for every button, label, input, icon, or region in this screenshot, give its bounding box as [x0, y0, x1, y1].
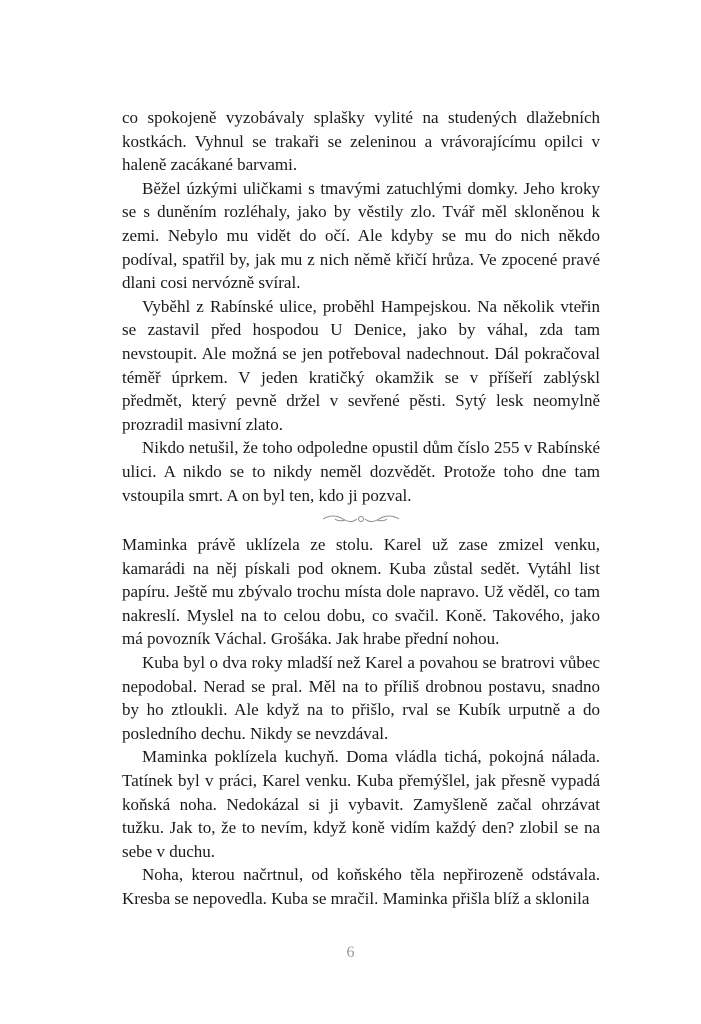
paragraph: co spokojeně vyzobávaly splašky vylité na studených dlažebních kostkách. Vyhnul se trakaři se zeleninou a vrávorajícímu opilci v haleně zacákané barvami. [122, 108, 600, 175]
page-number: 6 [346, 944, 355, 961]
section-divider [122, 511, 600, 527]
paragraph: Běžel úzkými uličkami s tmavými zatuchlými domky. Jeho kroky se s duněním rozléhaly, jako by věstily zlo. Tvář měl skloněnou k zemi. Nebylo mu vidět do očí. Ale kdyby se mu do nich někdo podíval, spatřil by, jak mu z nich němě křičí hrůza. Ve zpocené pravé dlani cosi nervózně svíral. [122, 178, 600, 293]
paragraph: Vyběhl z Rabínské ulice, proběhl Hampejskou. Na několik vteřin se zastavil před hospodou U Denice, jako by váhal, zda tam nevstoupit. Ale možná se jen potřeboval nadechnout. Dál pokračoval téměř úprkem. V jeden kratičký okamžik se v příšeří zablýskl předmět, který pevně držel v sevřené pěsti. Sytý lesk neomylně prozradil masivní zlato. [122, 296, 600, 434]
paragraph: Maminka právě uklízela ze stolu. Karel už zase zmizel venku, kamarádi na něj pískali pod oknem. Kuba zůstal sedět. Vytáhl list papíru. Ještě mu zbývalo trochu místa dole napravo. Už věděl, co tam nakreslí. Myslel na to celou dobu, co svačil. Koně. Takového, jako má povozník Váchal. Grošáka. Jak hrabe přední nohou. [122, 535, 600, 649]
paragraph: Noha, kterou načrtnul, od koňského těla nepřirozeně odstávala. Kresba se nepovedla. Kuba se mračil. Maminka přišla blíž a sklonila [122, 865, 600, 908]
paragraph: Kuba byl o dva roky mladší než Karel a povahou se bratrovi vůbec nepodobal. Nerad se pral. Měl na to příliš drobnou postavu, snadno by ho ztloukli. Ale když na to přišlo, rval se Kubík urputně a do posledního dechu. Nikdy se nevzdával. [122, 653, 600, 743]
paragraph: Nikdo netušil, že toho odpoledne opustil dům číslo 255 v Rabínské ulici. A nikdo se to nikdy neměl dozvědět. Protože toho dne tam vstoupila smrt. A on byl ten, kdo ji pozval. [122, 438, 600, 505]
page-body [122, 106, 600, 911]
flourish-ornament-icon [321, 512, 401, 526]
paragraph: Maminka poklízela kuchyň. Doma vládla tichá, pokojná nálada. Tatínek byl v práci, Karel venku. Kuba přemýšlel, jak přesně vypadá koňská noha. Nedokázal si ji vybavit. Zamyšleně začal ohrzávat tužku. Jak to, že to nevím, když koně vidím každý den? zlobil se na sebe v duchu. [122, 747, 600, 861]
